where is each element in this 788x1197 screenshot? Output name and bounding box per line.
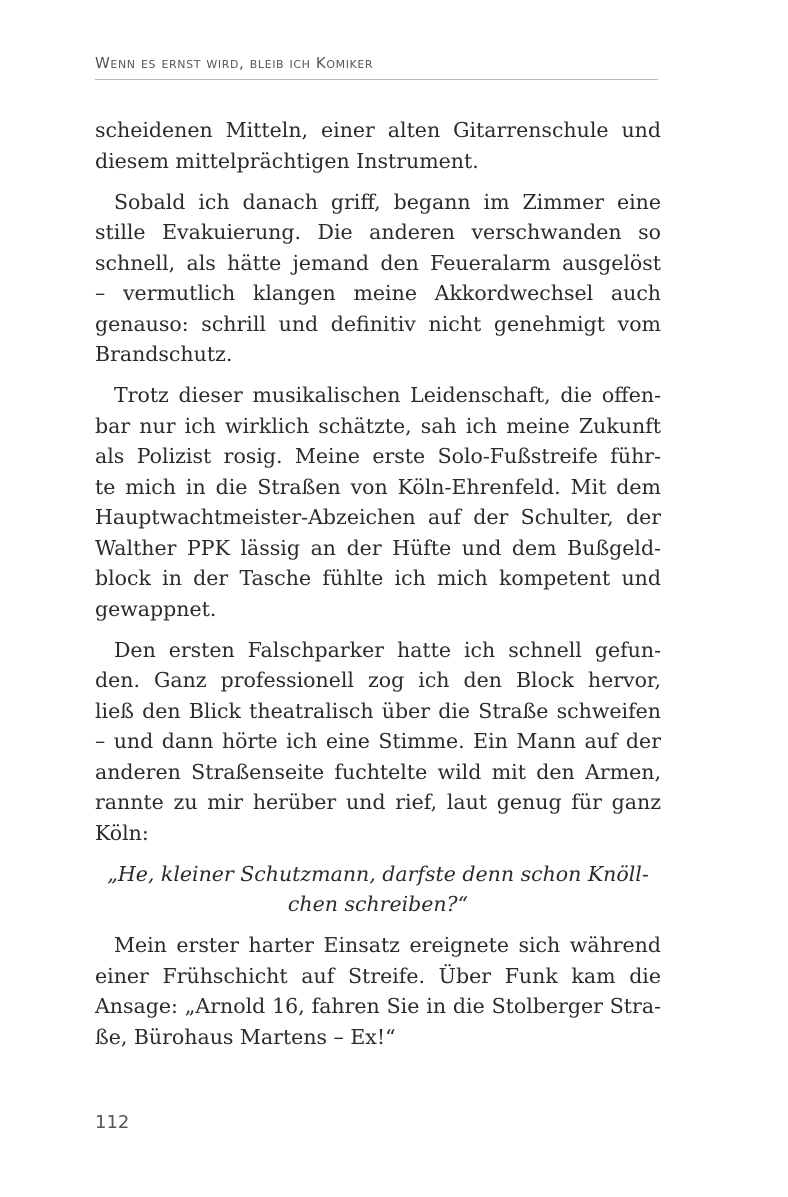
text-line: te mich in die Straßen von Köln-Ehrenfeld. Mit dem xyxy=(95,474,661,499)
text-line: Ansage: „Arnold 16, fahren Sie in die Stolberger Stra- xyxy=(95,994,661,1018)
text-line: Mein erster harter Einsatz ereignete sich während xyxy=(114,933,661,957)
paragraph xyxy=(95,635,661,849)
text-line: rannte zu mir herüber und rief, laut genug für ganz xyxy=(95,790,661,814)
text-line: – vermutlich klangen meine Akkordwechsel auch xyxy=(95,281,661,305)
text-line: den. Ganz professionell zog ich den Block hervor, xyxy=(95,668,661,692)
paragraph xyxy=(95,930,661,1052)
text-line: Trotz dieser musikalischen Leidenschaft, die offen- xyxy=(114,383,661,407)
quote-line: „He, kleiner Schutzmann, darfste denn schon Knöll- xyxy=(107,861,649,886)
text-line: Hauptwachtmeister-Abzeichen auf der Schulter, der xyxy=(95,505,661,529)
body-text xyxy=(95,115,661,1052)
page-number: 112 xyxy=(95,1112,130,1133)
paragraph xyxy=(95,115,661,176)
text-line: schnell, als hätte jemand den Feueralarm ausgelöst xyxy=(95,250,661,275)
header-rule xyxy=(95,79,658,80)
paragraph xyxy=(95,187,661,370)
text-line: Sobald ich danach griff, begann im Zimmer eine xyxy=(114,189,661,214)
running-head: Wenn es ernst wird, bleib ich Komiker xyxy=(95,54,374,72)
text-line: ließ den Blick theatralisch über die Straße schweifen xyxy=(95,698,661,723)
text-line: block in der Tasche fühlte ich mich kompetent und xyxy=(95,566,661,590)
block-quote xyxy=(95,859,661,920)
text-line: diesem mittelprächtigen Instrument. xyxy=(95,148,479,173)
quote-line: chen schreiben?“ xyxy=(287,892,469,916)
text-line: genauso: schrill und definitiv nicht genehmigt vom xyxy=(95,311,661,336)
text-line: einer Frühschicht auf Streife. Über Funk kam die xyxy=(95,963,661,988)
text-line: Walther PPK lässig an der Hüfte und dem Bußgeld- xyxy=(95,535,661,560)
text-line: gewappnet. xyxy=(95,596,217,621)
text-line: anderen Straßenseite fuchtelte wild mit den Armen, xyxy=(95,759,661,784)
text-line: als Polizist rosig. Meine erste Solo-Fußstreife führ- xyxy=(95,444,661,468)
text-line: scheidenen Mitteln, einer alten Gitarrenschule und xyxy=(95,118,661,142)
text-line: stille Evakuierung. Die anderen verschwanden so xyxy=(95,220,661,244)
text-line: ße, Bürohaus Martens – Ex!“ xyxy=(95,1024,396,1049)
text-line: Köln: xyxy=(95,820,149,845)
text-line: bar nur ich wirklich schätzte, sah ich meine Zukunft xyxy=(95,413,661,438)
text-line: Den ersten Falschparker hatte ich schnell gefun- xyxy=(114,637,661,662)
text-line: Brandschutz. xyxy=(95,342,233,366)
text-line: – und dann hörte ich eine Stimme. Ein Mann auf der xyxy=(95,729,661,753)
paragraph xyxy=(95,380,661,624)
